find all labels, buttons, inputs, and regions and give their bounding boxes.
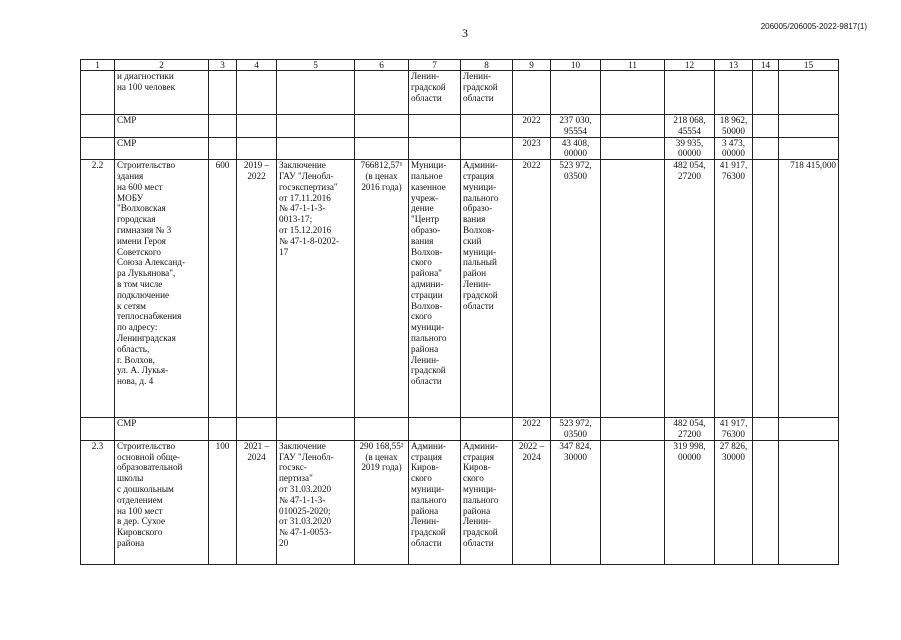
table-cell-col-14 — [753, 115, 779, 138]
table-cell-col-1 — [81, 71, 115, 115]
table-cell-col-2: Строительство основной обще- образовательной школы с дошкольным отделением на 100 мест в дер. Сухое Кировского района — [115, 440, 209, 564]
table-cell-col-13: 3 473, 00000 — [715, 137, 753, 160]
table-cell-col-10: 347 824, 30000 — [551, 440, 601, 564]
table-cell-col-5 — [277, 71, 355, 115]
table-row — [81, 137, 839, 160]
table-cell-col-11 — [601, 71, 665, 115]
table-cell-col-10: 523 972, 03500 — [551, 418, 601, 441]
table-cell-col-2: СМР — [115, 418, 209, 441]
table-cell-col-4: 2021 – 2024 — [237, 440, 277, 564]
column-number: 8 — [461, 60, 513, 71]
column-number: 6 — [355, 60, 409, 71]
table-cell-col-14 — [753, 160, 779, 418]
table-cell-col-12: 482 054, 27200 — [665, 160, 715, 418]
table-cell-col-6 — [355, 71, 409, 115]
table-cell-col-13: 41 917, 76300 — [715, 160, 753, 418]
table-cell-col-12: 218 068, 45554 — [665, 115, 715, 138]
column-number: 15 — [779, 60, 839, 71]
column-number: 9 — [513, 60, 551, 71]
table-cell-col-5 — [277, 418, 355, 441]
table-cell-col-1 — [81, 418, 115, 441]
table-cell-col-4 — [237, 418, 277, 441]
table-cell-col-4: 2019 – 2022 — [237, 160, 277, 418]
table-cell-col-10: 237 030, 95554 — [551, 115, 601, 138]
column-number-row — [81, 60, 839, 71]
table-cell-col-8 — [461, 418, 513, 441]
column-number: 5 — [277, 60, 355, 71]
table-cell-col-3: 100 — [209, 440, 237, 564]
column-number: 3 — [209, 60, 237, 71]
table-cell-col-7 — [409, 115, 461, 138]
table-row — [81, 160, 839, 418]
table-cell-col-14 — [753, 440, 779, 564]
page-number: 3 — [462, 26, 468, 40]
column-number: 7 — [409, 60, 461, 71]
column-number: 11 — [601, 60, 665, 71]
table-cell-col-12: 482 054, 27200 — [665, 418, 715, 441]
table-cell-col-13 — [715, 71, 753, 115]
table-cell-col-1: 2.2 — [81, 160, 115, 418]
column-number: 12 — [665, 60, 715, 71]
table-cell-col-3 — [209, 418, 237, 441]
table-cell-col-9 — [513, 71, 551, 115]
table-cell-col-7: Ленин- градской области — [409, 71, 461, 115]
table-cell-col-9: 2022 — [513, 115, 551, 138]
table-cell-col-2: СМР — [115, 115, 209, 138]
table-cell-col-2: и диагностики на 100 человек — [115, 71, 209, 115]
table-cell-col-6 — [355, 137, 409, 160]
table-cell-col-5: Заключение ГАУ "Ленобл- госэкспертиза" от 17.11.2016 № 47-1-1-3- 0013-17; от 15.12.2016 № 47-1-8-0202- 17 — [277, 160, 355, 418]
table-cell-col-15 — [779, 115, 839, 138]
table-cell-col-6: 290 168,55² (в ценах 2019 года) — [355, 440, 409, 564]
table-cell-col-10: 43 408, 00000 — [551, 137, 601, 160]
table-cell-col-15 — [779, 440, 839, 564]
table-cell-col-2: СМР — [115, 137, 209, 160]
table-cell-col-9: 2022 — [513, 418, 551, 441]
table-row — [81, 418, 839, 441]
table-cell-col-5 — [277, 137, 355, 160]
table-cell-col-9: 2023 — [513, 137, 551, 160]
table-cell-col-4 — [237, 137, 277, 160]
table-cell-col-13: 27 826, 30000 — [715, 440, 753, 564]
table-cell-col-5: Заключение ГАУ "Ленобл- госэкс- пертиза" от 31.03.2020 № 47-1-1-3- 010025-2020; от 31.03.2020 № 47-1-0053- 20 — [277, 440, 355, 564]
table-cell-col-8 — [461, 137, 513, 160]
table-cell-col-12 — [665, 71, 715, 115]
table-cell-col-3 — [209, 71, 237, 115]
table-cell-col-9: 2022 — [513, 160, 551, 418]
table-cell-col-9: 2022 – 2024 — [513, 440, 551, 564]
table-cell-col-8: Админи- страция муници- пального образо- вания Волхов- ский муници- пальный район Ленин- градской области — [461, 160, 513, 418]
table-cell-col-10 — [551, 71, 601, 115]
table-cell-col-12: 39 935, 00000 — [665, 137, 715, 160]
table-cell-col-1: 2.3 — [81, 440, 115, 564]
table-cell-col-2: Строительство здания на 600 мест МОБУ "Волховская городская гимназия № 3 имени Героя Советского Союза Александ- ра Лукьянова", в том числе подключение к сетям теплоснабжения по адресу: Ленинградская область, г. Волхов, ул. А. Лукья- нова, д. 4 — [115, 160, 209, 418]
table-cell-col-10: 523 972, 03500 — [551, 160, 601, 418]
table-cell-col-11 — [601, 115, 665, 138]
table-cell-col-8 — [461, 115, 513, 138]
table-cell-col-6 — [355, 418, 409, 441]
table-cell-col-6: 766812,57¹ (в ценах 2016 года) — [355, 160, 409, 418]
table-cell-col-3 — [209, 137, 237, 160]
table-cell-col-7 — [409, 137, 461, 160]
table-cell-col-14 — [753, 71, 779, 115]
table-cell-col-8: Ленин- градской области — [461, 71, 513, 115]
table-cell-col-13: 41 917, 76300 — [715, 418, 753, 441]
column-number: 14 — [753, 60, 779, 71]
table-cell-col-15: 718 415,000 — [779, 160, 839, 418]
table-row — [81, 71, 839, 115]
table-cell-col-13: 18 962, 50000 — [715, 115, 753, 138]
table-cell-col-11 — [601, 160, 665, 418]
table-cell-col-15 — [779, 71, 839, 115]
table-cell-col-7: Муници- пальное казенное учреж- дение "Центр образо- вания Волхов- ского района" админи- страции Волхов- ского муници- пального района Ленин- градской области — [409, 160, 461, 418]
table-cell-col-11 — [601, 418, 665, 441]
table-cell-col-15 — [779, 418, 839, 441]
column-number: 10 — [551, 60, 601, 71]
table-cell-col-7: Админи- страция Киров- ского муници- пального района Ленин- градской области — [409, 440, 461, 564]
table-cell-col-7 — [409, 418, 461, 441]
table-cell-col-1 — [81, 137, 115, 160]
table-row — [81, 115, 839, 138]
table-cell-col-8: Админи- страция Киров- ского муници- пального района Ленин- градской области — [461, 440, 513, 564]
column-number: 13 — [715, 60, 753, 71]
table-cell-col-14 — [753, 418, 779, 441]
table-cell-col-11 — [601, 137, 665, 160]
table-cell-col-4 — [237, 71, 277, 115]
document-id: 206005/206005-2022-9817(1) — [760, 22, 867, 31]
table-row — [81, 440, 839, 564]
table-cell-col-3: 600 — [209, 160, 237, 418]
table-cell-col-15 — [779, 137, 839, 160]
table-cell-col-6 — [355, 115, 409, 138]
table-cell-col-1 — [81, 115, 115, 138]
table-cell-col-14 — [753, 137, 779, 160]
table-cell-col-3 — [209, 115, 237, 138]
column-number: 2 — [115, 60, 209, 71]
table-cell-col-5 — [277, 115, 355, 138]
column-number: 4 — [237, 60, 277, 71]
table-cell-col-12: 319 998, 00000 — [665, 440, 715, 564]
column-number: 1 — [81, 60, 115, 71]
program-table — [80, 59, 839, 565]
table-cell-col-4 — [237, 115, 277, 138]
table-cell-col-11 — [601, 440, 665, 564]
